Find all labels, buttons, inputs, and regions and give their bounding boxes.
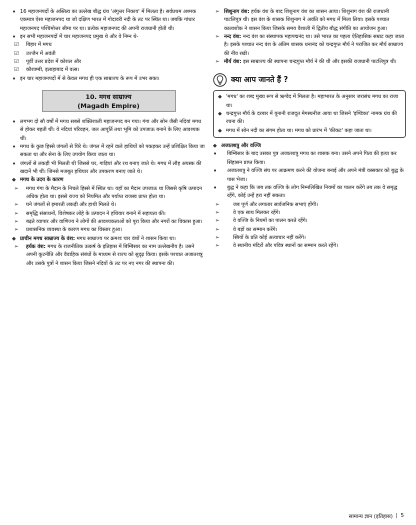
right-column bbox=[213, 8, 406, 251]
magadh-paragraph-1: • लगभग दो सौ वर्षों में मगध सबसे शक्तिशाली महाजनपद बन गया। गंगा और सोन जैसी नदियां मगध से होकर बहती थीं। ये नदियां परिवहन, जल आपूर्ति तथा भूमि को उपजाऊ बनाने के लिए आवश्यक थीं। bbox=[12, 118, 205, 143]
left-column bbox=[12, 8, 205, 268]
rule-item: ➢ स्त्रियों के प्रति कोई अत्याचार नहीं करेंगे। bbox=[213, 234, 406, 242]
list-outro: • इन चार महाजनपदों में से केवल मगध ही एक साम्राज्य के रूप में उभर सका। bbox=[12, 75, 205, 83]
nanda-text: नन्द वंश का संस्थापक महापद्मनंद था। उसे भारत का पहला ऐतिहासिक सम्राट कहा जाता है। इसके पश्चात नन्द वंश के अंतिम शासक धनानंद को चन्द्रगुप्त मौर्य ने पराजित कर मौर्य साम्राज्य की नींव रखी। bbox=[224, 34, 405, 57]
dynasty-paragraph bbox=[12, 235, 205, 243]
fact-item: ◆ चन्द्रगुप्त मौर्य के दरबार में यूनानी राजदूत मेगस्थनीज आया था जिसने 'इण्डिका' नामक ग्रंथ की रचना की। bbox=[218, 110, 401, 127]
shishunaga-text: हर्यक वंश के बाद शिशुनाग वंश का शासन आया। शिशुनाग वंश की राजधानी पाटलिपुत्र थी। इस वंश के शासक शिशुनाग ने अवंति को मगध में मिला लिया। इसके पश्चात कालाशोक ने शासन किया जिसके समय वैशाली में द्वितीय बौद्ध संगीति का आयोजन हुआ। bbox=[224, 9, 390, 32]
shishunaga-heading: शिशुनाग वंश: bbox=[224, 9, 250, 15]
cause-item: ➢ घने जंगलों से इमारती लकड़ी और हाथी मिलते थे। bbox=[12, 201, 205, 209]
maurya-paragraph bbox=[213, 58, 406, 66]
haryanka-text: मगध के राजनीतिक उत्कर्ष के इतिहास में बिम्बिसार का नाम उल्लेखनीय है। उसने अपनी कूटनीति और वैवाहिक संबंधों के माध्यम से राज्य को सुदृढ़ किया। इसके पश्चात अजातशत्रु और उसके पुत्रों ने शासन किया जिसने नदियों के तट पर नए नगर की स्थापना की। bbox=[26, 244, 203, 267]
intro-paragraph: • 16 महाजनपदों के अस्तित्व का उल्लेख बौद्ध ग्रंथ 'अंगुत्तर निकाय' में मिलता है। सर्वप्रथम अश्मक एकमात्र ऐसा महाजनपद था जो दक्षिण भारत में गोदावरी नदी के तट पर स्थित था। जबकि गांधार महाजनपद पश्चिमोत्तर सीमा पर था। प्रत्येक महाजनपद की अपनी राजधानी होती थी। bbox=[12, 8, 205, 33]
list-intro: • इन सभी महाजनपदों में चार महाजनपद प्रमुख थे और वे निम्न थे- bbox=[12, 33, 205, 41]
ajatshatru-item: • बुद्ध ने कहा कि जब तक वज्जि के लोग निम्नलिखित नियमों का पालन करेंगे तब तक वे समृद्ध रहेंगे, कोई उन्हें हरा नहीं सकता। bbox=[213, 184, 406, 201]
nanda-paragraph bbox=[213, 33, 406, 58]
major-mahajanapada-list bbox=[12, 41, 205, 74]
rule-item: ➢ वे एक साथ मिलकर रहेंगे। bbox=[213, 209, 406, 217]
rule-item: ➢ वे स्थानीय मंदिरों और पवित्र स्थानों का सम्मान करते रहेंगे। bbox=[213, 242, 406, 250]
ajatshatru-item: • बिम्बिसार के बाद उसका पुत्र अजातशत्रु मगध का शासक बना। उसने अपने पिता की हत्या कर सिंहासन प्राप्त किया। bbox=[213, 150, 406, 167]
section-heading bbox=[12, 90, 205, 112]
magadh-paragraph-2: • मगध के कुछ हिस्से जंगलों से घिरे थे। जंगल में रहने वाले हाथियों को पकड़कर उन्हें प्रशिक्षित किया जा सकता था और सेना के लिए उपयोग किया जाता था। bbox=[12, 143, 205, 160]
list-item: ☑ बिहार में मगध bbox=[12, 41, 205, 49]
rule-item: ➢ वे वज्जि के नियमों का पालन करते रहेंगे। bbox=[213, 217, 406, 225]
rule-item: ➢ वे बड़ों का सम्मान करेंगे। bbox=[213, 226, 406, 234]
footer-separator: | bbox=[395, 513, 398, 519]
cause-item: ➢ प्रशासनिक व्यवस्था के कारण मगध का विस्तार हुआ। bbox=[12, 226, 205, 234]
lightbulb-icon bbox=[213, 73, 227, 87]
cause-item: ➢ बढ़ते व्यापार और वाणिज्य ने लोगों की आवश्यकताओं को पूरा किया और नगरों का विकास हुआ। bbox=[12, 218, 205, 226]
cause-item: ➢ समृद्धि संसाधनों, विशेषकर लोहे के उत्पादन ने हथियार बनाने में सहायता की। bbox=[12, 210, 205, 218]
haryanka-heading: हर्यक वंश: bbox=[26, 244, 46, 251]
ajatshatru-item: • अजातशत्रु ने वज्जि संघ पर आक्रमण करने की योजना बनाई और अपने मंत्री वस्सकार को बुद्ध के पास भेजा। bbox=[213, 167, 406, 184]
page-footer bbox=[349, 512, 404, 520]
dynasty-text: मगध साम्राज्य पर क्रमशः चार वंशों ने शासन किया था। bbox=[76, 235, 176, 242]
magadh-paragraph-3: • जंगलों से लकड़ी भी मिलती थी जिससे घर, गाड़ियां और रथ बनाए जाते थे। मगध में लौह अयस्क की खदानें भी थीं। जिनसे मजबूत हथियार और उपकरण बनाए जाते थे। bbox=[12, 160, 205, 177]
list-item: ☑ पूर्वी उत्तर प्रदेश में कोशल और bbox=[12, 58, 205, 66]
fact-item: ◆ 'मगध' का शब्द मुख्य रूप से ऋग्वेद में मिलता है। महाभारत के अनुसार जरासंध मगध का राजा था। bbox=[218, 93, 401, 110]
page-number: 5 bbox=[400, 513, 404, 519]
cause-item: ➢ मगध गंगा के मैदान के निचले हिस्से में स्थित था। यहाँ का मैदान उपजाऊ था जिससे कृषि उत्पादन अधिक होता था। इससे राज्य को नियमित और पर्याप्त राजस्व प्राप्त होता था। bbox=[12, 185, 205, 202]
did-you-know-title: क्या आप जानते हैं ? bbox=[231, 75, 288, 85]
maurya-text: इस साम्राज्य की स्थापना चन्द्रगुप्त मौर्य ने की थी और इसकी राजधानी पाटलिपुत्र थी। bbox=[243, 59, 397, 66]
fact-item: ◆ मगध में सोन नदी का संगम होता था। मगध को प्रारंभ में 'कीकट' कहा जाता था। bbox=[218, 127, 401, 135]
dynasty-heading: प्राचीन मगध साम्राज्य के वंश: bbox=[20, 235, 75, 242]
rule-item: ➢ जब पूर्ण और लगातार सार्वजनिक सभाएं होंगी। bbox=[213, 201, 406, 209]
book-title: सामान्य ज्ञान (इतिहास) bbox=[348, 514, 393, 520]
list-item: ☑ उज्जैन में अवंती bbox=[12, 50, 205, 58]
shishunaga-paragraph bbox=[213, 8, 406, 33]
cause-heading: मगध के उदय के कारण bbox=[20, 177, 64, 184]
maurya-heading: मौर्य वंश: bbox=[224, 59, 242, 66]
section-subtitle: (Magadh Empire) bbox=[77, 101, 140, 110]
list-item: ☑ कौशाम्बी, इलाहाबाद में वत्स। bbox=[12, 66, 205, 74]
section-title: 10. मगध साम्राज्य bbox=[85, 93, 132, 102]
ajatshatru-heading: अजातशत्रु और वज्जि bbox=[221, 143, 261, 150]
haryanka-paragraph bbox=[12, 243, 205, 268]
nanda-heading: नन्द वंश: bbox=[224, 34, 242, 41]
did-you-know-box bbox=[213, 72, 406, 138]
